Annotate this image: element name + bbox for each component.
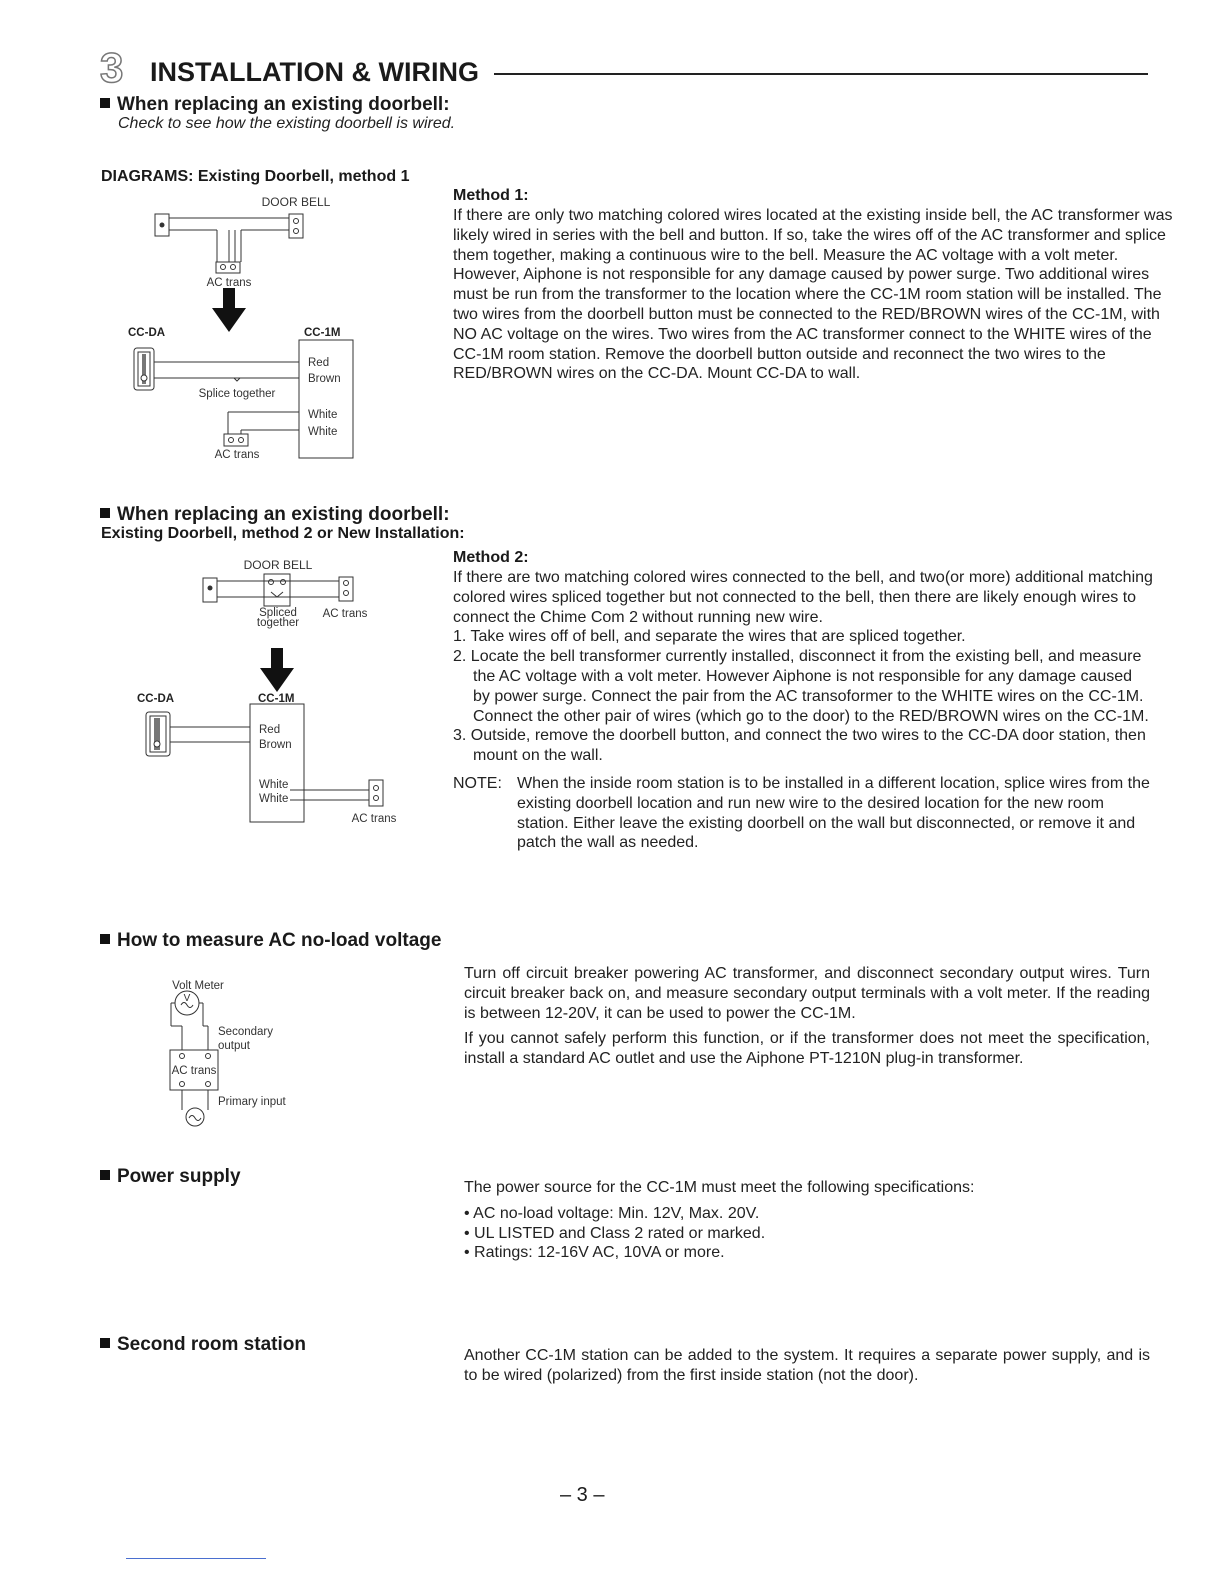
output-label: output [218,1040,250,1052]
second-text: Another CC-1M station can be added to the system. It requires a separate power supply, and is to be wired (polarized) from the first inside station (not the door). [464,1347,1150,1384]
secondary-label: Secondary [218,1026,273,1038]
diagram2-door-bell-label: DOOR BELL [243,558,313,572]
primary-input-label: Primary input [218,1096,286,1108]
diagram1-brown-label: Brown [308,373,341,385]
method2-intro: If there are two matching colored wires connected to the bell, and two(or more) additional matching colored wires spliced together but not connected to the bell, then there are likely enough wires to connect the Chime Com 2 without running new wire. [453,569,1153,626]
replace1-heading: When replacing an existing doorbell: [100,94,450,116]
arrow-down-icon [260,648,294,692]
power-items [464,1204,1150,1263]
method1-text: If there are only two matching colored wires located at the existing inside bell, the AC transformer was likely wired in series with the bell and button. If so, take the wires off of the AC transformer and splice them together, making a continuous wire to the bell. Measure the AC voltage with a volt meter. However, Aiphone is not responsible for any damage caused by power surge. Two additional wires must be run from the transformer to the location where the CC-1M room station will be installed. The two wires from the doorbell button must be connected to the RED/BROWN wires of the CC-1M, with NO AC voltage on the wires. Two wires from the AC transformer connect to the WHITE wires of the CC-1M room station. Remove the doorbell button outside and reconnect the two wires to the RED/BROWN wires on the CC-DA. Mount CC-DA to wall. [453,207,1173,383]
method2-step: 1. Take wires off of bell, and separate the wires that are spliced together. [453,628,966,646]
bullet-square-icon [100,1338,110,1348]
bullet-square-icon [100,98,110,108]
diagram1-door-bell-label: DOOR BELL [261,195,331,209]
diagram2-together-label: together [256,617,300,629]
diagram-method2 [130,552,430,832]
power-item: • UL LISTED and Class 2 rated or marked. [464,1224,766,1242]
method1-block [453,186,1173,384]
diagram2-cc-1m-label: CC-1M [258,693,295,705]
power-item: • AC no-load voltage: Min. 12V, Max. 20V. [464,1204,760,1222]
note-text: When the inside room station is to be installed in a different location, splice wires from the existing doorbell location and run new wire to the desired location for the new room station. Either leave the existing doorbell on the wall but disconnected, or remove it and patch the wall as needed. [517,774,1150,852]
power-text [464,1178,1150,1263]
replace1-subtitle: Check to see how the existing doorbell is wired. [118,115,456,132]
bullet-square-icon [100,934,110,944]
diagram1-title: DIAGRAMS: Existing Doorbell, method 1 [101,168,410,185]
section-number: 3 [100,44,124,91]
bullet-square-icon [100,508,110,518]
diagram1-red-label: Red [308,357,330,369]
replace2-heading: When replacing an existing doorbell: [100,504,450,526]
measure-text [464,964,1150,1069]
power-item: • Ratings: 12-16V AC, 10VA or more. [464,1244,725,1262]
diagram-volt-meter [160,972,320,1132]
diagram2-cc-da-label: CC-DA [137,693,175,705]
measure-p1: Turn off circuit breaker powering AC transformer, and disconnect secondary output wires. Turn circuit breaker back on, and measure secondary output terminals with a volt meter. If the reading is between 12-20V, it can be used to power the CC-1M. [464,965,1150,1022]
method2-block [453,548,1153,853]
page-number: – 3 – [560,1484,605,1506]
note-label: NOTE: [453,774,502,792]
measure-heading: How to measure AC no-load voltage [100,930,441,952]
measure-p2: If you cannot safely perform this function, or if the transformer does not meet the specification, install a standard AC outlet and use the Aiphone PT-1210N plug-in transformer. [464,1030,1150,1068]
method2-step: 2. Locate the bell transformer currently installed, disconnect it from the existing bell, and measure the AC voltage with a volt meter. However Aiphone is not responsible for any damage caused by power surge. Connect the pair from the AC transoformer to the WHITE wires on the CC-1M. Connect the other pair of wires (which go to the door) to the RED/BROWN wires on the CC-1M. [453,648,1149,725]
diagram1-splice-label: Splice together [198,388,276,400]
diagram2-ac-trans-bottom-label: AC trans [351,813,397,825]
method2-step: 3. Outside, remove the doorbell button, and connect the two wires to the CC-DA door station, then mount on the wall. [453,727,1146,765]
diagram1-cc-da-label: CC-DA [128,327,166,339]
method2-steps [453,627,1153,766]
ac-trans-label: AC trans [171,1065,217,1077]
method2-note [453,774,1153,853]
volt-symbol-label: V [183,993,191,1004]
diagram2-spliced-label: Spliced [259,607,297,619]
diagram1-ac-trans-bottom-label: AC trans [214,449,260,461]
section-title: INSTALLATION & WIRING [150,57,479,87]
diagram1-cc-1m-label: CC-1M [304,327,341,339]
section-rule [494,73,1148,75]
diagram2-brown-label: Brown [259,739,292,751]
bullet-square-icon [100,1170,110,1180]
method2-heading: Method 2: [453,549,529,566]
power-intro: The power source for the CC-1M must meet the following specifications: [464,1179,975,1196]
diagram2-white1-label: White [259,779,289,791]
diagram1-white1-label: White [308,409,338,421]
method1-heading: Method 1: [453,187,529,204]
second-heading: Second room station [100,1334,306,1356]
diagram2-ac-trans-top-label: AC trans [322,608,368,620]
diagram-method1 [100,190,440,470]
replace2-subheading: Existing Doorbell, method 2 or New Installation: [101,525,465,542]
diagram1-ac-trans-top-label: AC trans [206,277,252,289]
power-heading: Power supply [100,1166,241,1188]
arrow-down-icon [212,288,246,332]
volt-meter-label: Volt Meter [172,980,224,992]
diagram1-white2-label: White [308,426,338,438]
diagram2-white2-label: White [259,793,289,805]
diagram2-red-label: Red [259,724,281,736]
bottom-rule [126,1558,266,1559]
